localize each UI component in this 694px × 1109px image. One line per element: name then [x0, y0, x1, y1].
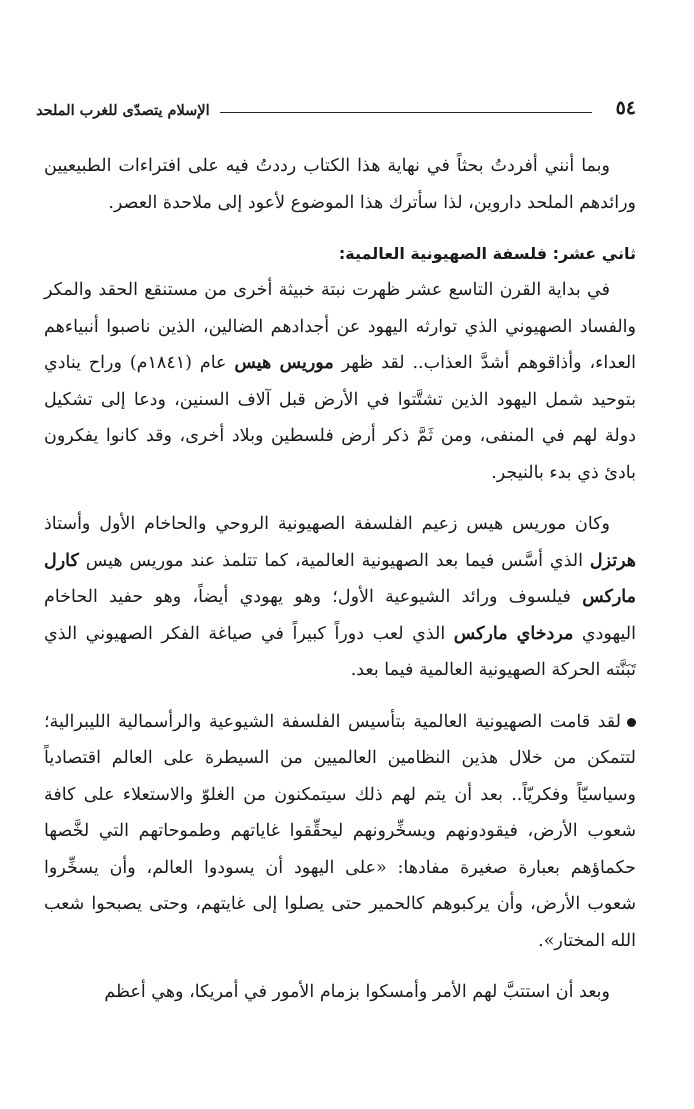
text-run: الذي لعب دوراً كبيراً في صياغة الفكر الصهيوني الذي تَبَنَّته الحركة الصهيونية العالمية فيما بعد.: [44, 623, 636, 680]
paragraph-herzl-marx: [44, 506, 636, 689]
name-moses-hess: موريس هيس: [234, 353, 334, 373]
text-run: وكان موريس هيس زعيم الفلسفة الصهيونية الروحي والحاخام الأول وأستاذ: [44, 514, 610, 534]
header-rule: [220, 112, 592, 113]
text-run: لقد قامت الصهيونية العالمية بتأسيس الفلسفة الشيوعية والرأسمالية الليبرالية؛ لتتمكن من خلال هذين النظامين العالميين من السيطرة على العالم اقتصادياً وسياسيّاً وفكريّاً.. بعد أن يتم لهم ذلك سيتمكنون من الغلوّ والاستعلاء على كافة شعوب الأرض، فيقودونهم ويسخِّرونهم ليحقِّقوا غاياتهم وطموحاتهم التي لخَّصها حكماؤهم بعبارة صغيرة مفادها: «على اليهود أن يسودوا العالم، وأن يسخِّروا شعوب الأرض، وأن يركبوهم كالحمير حتى يصلوا إلى غايتهم، وحتى يصبحوا شعب الله المختار».: [44, 711, 636, 951]
running-header: [36, 92, 636, 118]
text-run: الذي أسَّس فيما بعد الصهيونية العالمية، كما تتلمذ عند موريس هيس: [78, 550, 590, 571]
page-body: [44, 148, 636, 1011]
paragraph-darwin: وبما أنني أفردتُ بحثاً في نهاية هذا الكتاب رددتُ فيه على افتراءات الطبيعيين ورائدهم الملحد داروين، لذا سأترك هذا الموضوع لأعود إلى ملاحدة العصر.: [44, 156, 636, 213]
text-run: في بداية القرن التاسع عشر ظهرت نبتة خبيثة أخرى من مستنقع الحقد والمكر والفساد الصهيوني الذي توارثه اليهود عن أجدادهم الضالين، الذين ناصبوا أنبياءهم العداء، وأذاقوهم أشدَّ العذاب.. لقد ظهر: [44, 280, 637, 373]
name-herzl: هرتزل: [589, 550, 636, 571]
book-title: الإسلام يتصدّى للغرب الملحد: [36, 101, 210, 119]
bullet-paragraph: [44, 704, 636, 960]
text-run: عام (١٨٤١م) وراح ينادي بتوحيد شمل اليهود الذين تشتَّتوا في الأرض قبل آلاف السنين، ودعا إلى تشكيل دولة لهم في المنفى، ومن ثَمَّ ذكر أرض فلسطين وبلاد أخرى، وقد كانوا يفكرون بادئ ذي بدء بالنيجر.: [44, 353, 636, 483]
page-number: ٥٤: [615, 97, 636, 119]
text-run: فيلسوف ورائد الشيوعية الأول؛ وهو يهودي أيضاً، وهو حفيد الحاخام اليهودي: [44, 587, 637, 644]
paragraph-america: وبعد أن استتبَّ لهم الأمر وأمسكوا بزمام الأمور في أمريكا، وهي أعظم: [104, 982, 610, 1002]
name-karl-marx: كارل ماركس: [44, 550, 636, 607]
paragraph-moses-hess: [44, 272, 636, 491]
section-heading: ثاني عشر: فلسفة الصهيونية العالمية:: [338, 244, 636, 263]
bullet-icon: [627, 718, 636, 727]
name-mordechai-marx: مردخاي ماركس: [453, 623, 574, 644]
